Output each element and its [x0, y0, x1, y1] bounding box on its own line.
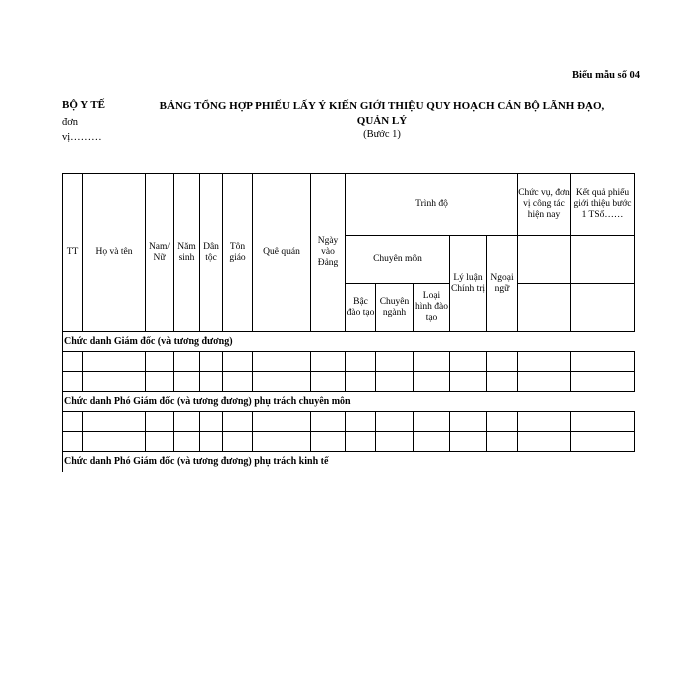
step-label: (Bước 1) — [363, 129, 401, 140]
section-row — [63, 332, 635, 352]
table-cell — [450, 432, 487, 452]
table-cell — [346, 372, 376, 392]
header-tt: TT — [63, 174, 83, 332]
org-unit-line2: vị……… — [62, 132, 102, 143]
table-cell — [376, 412, 414, 432]
table-cell — [414, 432, 450, 452]
header-professional: Chuyên môn — [346, 236, 450, 284]
table-cell — [146, 352, 174, 372]
header-education: Trình độ — [346, 174, 518, 236]
table-row — [63, 432, 635, 452]
table-cell — [346, 352, 376, 372]
table-cell — [376, 352, 414, 372]
table-cell — [414, 412, 450, 432]
table-cell — [63, 352, 83, 372]
table-cell — [83, 352, 146, 372]
table-cell — [518, 412, 571, 432]
header-current-position: Chức vụ, đơn vị công tác hiện nay — [518, 174, 571, 236]
table-cell — [146, 432, 174, 452]
table-cell — [174, 432, 200, 452]
table-cell — [83, 372, 146, 392]
summary-table — [62, 173, 635, 472]
table-cell — [414, 372, 450, 392]
header-full-name: Họ và tên — [83, 174, 146, 332]
table-cell — [174, 412, 200, 432]
table-cell — [311, 352, 346, 372]
section-row — [63, 452, 635, 472]
title-line1: BẢNG TỔNG HỢP PHIẾU LẤY Ý KIẾN GIỚI THIỆU QUY HOẠCH CÁN BỘ LÃNH ĐẠO, — [159, 100, 605, 112]
table-cell — [253, 372, 311, 392]
table-cell — [174, 372, 200, 392]
table-cell — [450, 372, 487, 392]
table-cell — [200, 372, 223, 392]
document-title — [140, 99, 624, 129]
table-cell — [487, 352, 518, 372]
header-birth-year: Năm sinh — [174, 174, 200, 332]
table-cell — [414, 352, 450, 372]
table-cell — [311, 412, 346, 432]
table-cell — [450, 352, 487, 372]
section-title-deputy-economic: Chức danh Phó Giám đốc (và tương đương) phụ trách kinh tế — [63, 452, 635, 472]
table-cell — [223, 432, 253, 452]
header-gender: Nam/ Nữ — [146, 174, 174, 332]
table-cell — [63, 412, 83, 432]
table-cell — [518, 432, 571, 452]
table-row — [63, 372, 635, 392]
section-title-deputy-professional: Chức danh Phó Giám đốc (và tương đương) phụ trách chuyên môn — [63, 392, 635, 412]
table-cell — [450, 412, 487, 432]
header-result: Kết quả phiếu giới thiệu bước 1 TSố…… — [571, 174, 635, 236]
table-cell — [253, 352, 311, 372]
table-cell — [518, 372, 571, 392]
table-cell — [200, 412, 223, 432]
section-row — [63, 392, 635, 412]
table-cell — [83, 432, 146, 452]
table-cell — [311, 432, 346, 452]
table-cell — [487, 432, 518, 452]
table-cell — [571, 372, 635, 392]
org-unit-line1: đơn — [62, 117, 79, 128]
table-cell — [63, 432, 83, 452]
table-cell — [487, 372, 518, 392]
header-training-type: Loại hình đào tạo — [414, 284, 450, 332]
table-cell — [200, 432, 223, 452]
table-cell — [174, 352, 200, 372]
table-cell — [346, 412, 376, 432]
table-cell — [223, 412, 253, 432]
table-cell — [63, 372, 83, 392]
header-political-theory: Lý luận Chính trị — [450, 236, 487, 332]
header-major: Chuyên ngành — [376, 284, 414, 332]
table-cell — [518, 236, 571, 284]
header-party-date: Ngày vào Đảng — [311, 174, 346, 332]
table-cell — [223, 352, 253, 372]
table-cell — [83, 412, 146, 432]
table-cell — [253, 412, 311, 432]
table-cell — [253, 432, 311, 452]
table-cell — [311, 372, 346, 392]
header-ethnicity: Dân tộc — [200, 174, 223, 332]
table-cell — [200, 352, 223, 372]
table-cell — [376, 432, 414, 452]
header-religion: Tôn giáo — [223, 174, 253, 332]
table-cell — [487, 412, 518, 432]
table-cell — [571, 284, 635, 332]
section-title-director: Chức danh Giám đốc (và tương đương) — [63, 332, 635, 352]
table-cell — [146, 412, 174, 432]
table-cell — [223, 372, 253, 392]
table-cell — [518, 284, 571, 332]
header-training-level: Bậc đào tạo — [346, 284, 376, 332]
title-line2: QUẢN LÝ — [356, 115, 408, 127]
table-cell — [346, 432, 376, 452]
table-cell — [571, 412, 635, 432]
table-cell — [518, 352, 571, 372]
table-cell — [571, 432, 635, 452]
header-hometown: Quê quán — [253, 174, 311, 332]
org-name: BỘ Y TẾ — [62, 99, 105, 111]
table-cell — [571, 236, 635, 284]
table-cell — [571, 352, 635, 372]
header-foreign-language: Ngoại ngữ — [487, 236, 518, 332]
table-cell — [146, 372, 174, 392]
table-row — [63, 352, 635, 372]
table-row — [63, 412, 635, 432]
form-number: Biểu mẫu số 04 — [572, 70, 640, 81]
org-unit — [62, 115, 102, 145]
table-cell — [376, 372, 414, 392]
